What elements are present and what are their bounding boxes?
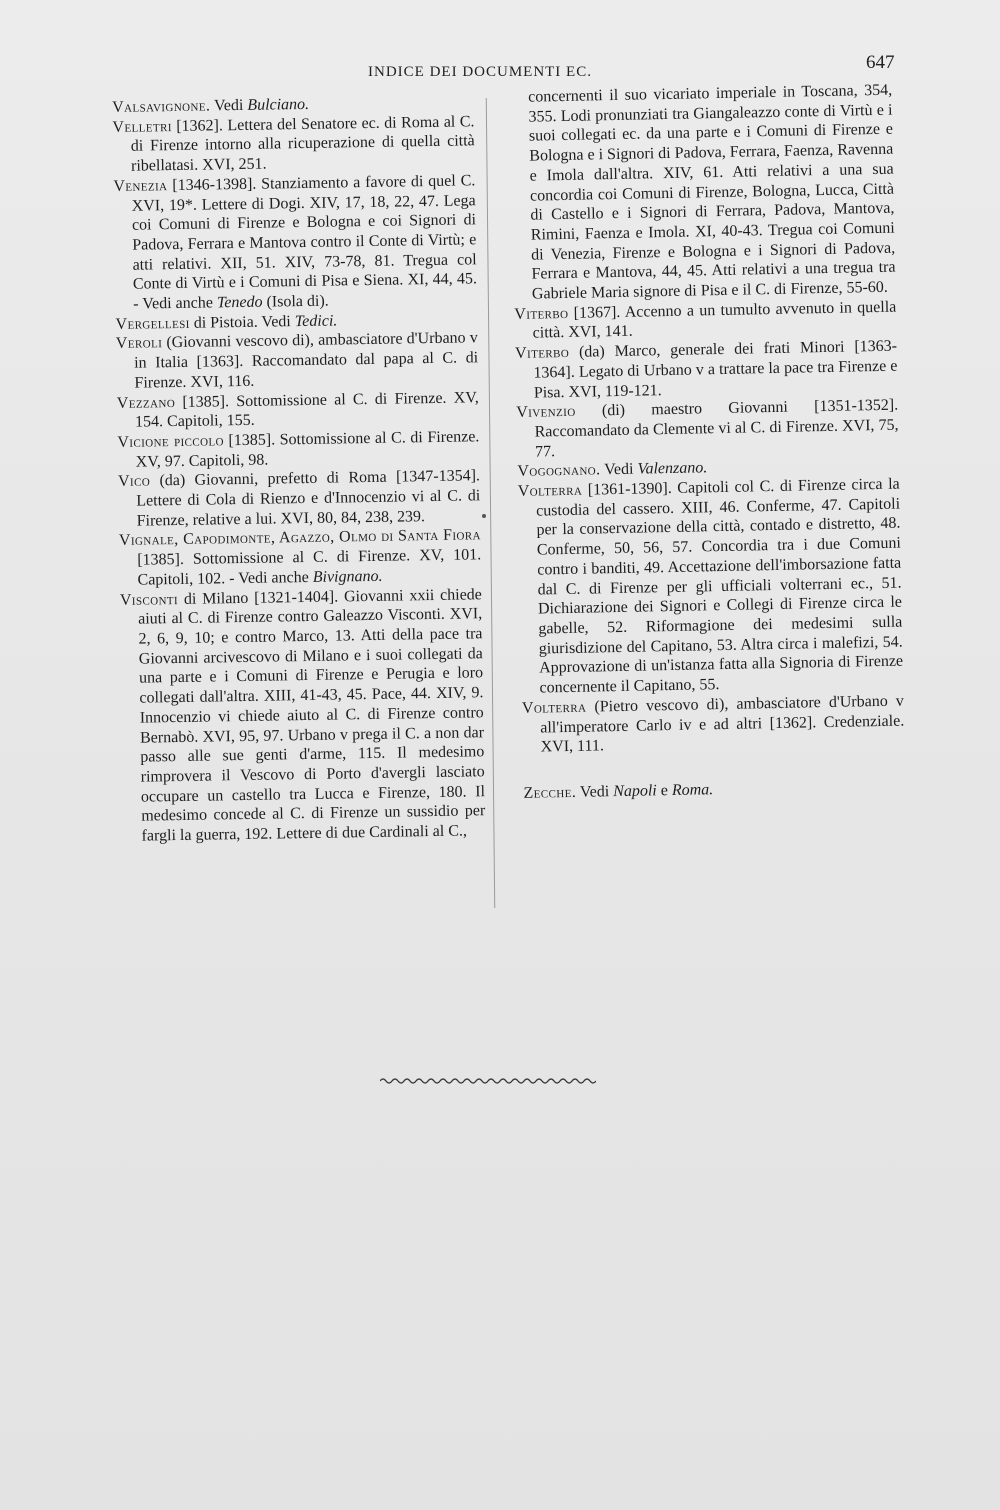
entry-text: (di) maestro Giovanni [1351-1352]. Raccomandato da Clemente vi al C. di Firenze. XVI, 75, 77. (534, 396, 899, 461)
index-entry (515, 337, 898, 403)
left-column (112, 92, 486, 846)
entry-headword: Valsavignone. (112, 97, 211, 116)
page-number: 647 (866, 52, 895, 73)
index-entry (118, 467, 481, 532)
entry-headword: Zecche. (523, 783, 577, 802)
entry-headword: Venezia (113, 176, 168, 195)
entry-headword: Vezzano (116, 393, 176, 412)
right-column (510, 81, 906, 804)
entry-cross-reference: Tedici. (294, 312, 338, 330)
running-title: INDICE DEI DOCUMENTI EC. (368, 64, 592, 80)
wavy-tailpiece-ornament (380, 1076, 596, 1086)
entry-text: [1361-1390]. Capitoli col C. di Firenze circa la custodia del cassero. XIII, 46. Conferme, 47. Capitoli per la conservazione della città, contado e distretto, 48. Conferme, 50, 56, 57. Concordia tra i due Comuni contro i banditi, 49. Accettazione dell'imborsazione fatta dal C. di Firenze per gli ufficiali volterrani ec., 51. Dichiarazione dei Signori e Collegi di Firenze circa le gabelle, 52. Riformagione dei medesimi sulla giurisdizione del Capitano, 53. Altra circa i malefizi, 54. Approvazione di un'istanza fatta alla Signoria di Firenze concernente il Capitano, 55. (535, 475, 904, 697)
printer-mark (482, 514, 486, 518)
entry-headword: Visconti (119, 590, 179, 609)
entry-text: concernenti il suo vicariato imperiale in Toscana, 354, 355. Lodi pronunziati tra Giangaleazzo conte di Virtù e i suoi collegati ec. da una parte e i Comuni di Firenze e Bologna e i Signori di Padova, Ferrara, Faenza, Ravenna e Imola dall'altra. XIV, 61. Atti relativi a una sua concordia coi Comuni di Firenze, Bologna, Lucca, Città di Castello e i Signori di Ferrara, Padova, Mantova, Rimini, Faenza e Imola. XI, 40-43. Tregua coi Comuni di Venezia, Firenze e Bologna e i Signori di Padova, Ferrara e Mantova, 44, 45. Atti relativi a una tregua tra Gabriele Maria signore di Pisa e il C. di Firenze, 55-60. (528, 81, 896, 303)
entry-headword: Vivenzio (516, 403, 576, 422)
entry-text-tail: (Isola di). (262, 292, 329, 311)
entry-text: Vedi (600, 460, 638, 479)
index-entry-continuation (510, 81, 896, 305)
entry-headword: Veroli (115, 334, 163, 353)
index-entry (113, 171, 477, 315)
entry-text: (Pietro vescovo di), ambasciatore d'Urbano v all'imperatore Carlo iv e ad altri [1362]. Credenziale. XVI, 111. (540, 692, 905, 756)
entry-headword: Volterra (517, 481, 583, 500)
column-divider (486, 98, 495, 908)
entry-headword: Volterra (521, 698, 587, 717)
entry-text: di Pistoia. Vedi (189, 312, 295, 332)
index-entry (116, 329, 479, 394)
entry-cross-reference: Bivignano. (312, 567, 383, 586)
entry-text: di Milano [1321-1404]. Giovanni xxii chiede aiuti al C. di Firenze contro Galeazzo Visconti. XVI, 2, 6, 9, 10; e contro Marco, 13. Atti della pace tra Giovanni arcivescovo di Milano e i suoi collegati da una parte e i Comuni di Firenze e Perugia e loro collegati dall'altra. XIII, 41-43, 45. Pace, 44. XIV, 9. Innocenzio vi chiede aiuto al C. di Firenze contro Bernabò. XVI, 95, 97. Urbano v prega il C. a non dar passo alle sue genti d'arme, 115. Il medesimo rimprovera il Vescovo di Porto d'avergli lasciato occupare un castello tra Lucca e Firenze, 180. Il medesimo concede al C. di Firenze un sussidio per fargli la guerra, 192. Lettere di due Cardinali al C., (138, 585, 486, 845)
index-entry (112, 112, 475, 177)
entry-text: [1385]. Sottomissione al C. di Firenze. XV, 97. Capitoli, 98. (135, 428, 480, 471)
entry-headword: Velletri (112, 117, 172, 136)
entry-headword: Vicione piccolo (117, 432, 225, 451)
entry-headword: Viterbo (514, 344, 570, 363)
entry-cross-reference: Valenzano. (637, 459, 708, 478)
entry-text: [1367]. Accenno a un tumulto avvenuto in quella città. XVI, 141. (532, 298, 897, 343)
entry-cross-reference: Tenedo (216, 293, 263, 312)
entry-headword: Vico (117, 472, 151, 491)
entry-text: [1385]. Sottomissione al C. di Firenze. XV, 101. Capitoli, 102. - Vedi anche (137, 546, 482, 589)
entry-text: (Giovanni vescovo di), ambasciatore d'Urbano v in Italia [1363]. Raccomandato dal papa al C. di Firenze. XVI, 116. (134, 329, 479, 392)
entry-text: [1362]. Lettera del Senatore ec. di Roma al C. di Firenze intorno alla ricuperazione di quella città ribellatasi. XVI, 251. (130, 113, 475, 175)
entry-cross-reference-2: Roma. (671, 781, 714, 799)
index-entry (518, 475, 904, 699)
entry-text: Vedi (576, 783, 614, 801)
entry-text: [1346-1398]. Stanziamento a favore di quel C. XVI, 19*. Lettere di Dogi. XIV, 17, 18, 22, 47. Lega coi Comuni di Firenze e Bologna e coi Signori di Padova, Ferrara e Mantova contro il Conte di Virtù; e atti relativi. XII, 51. XIV, 73-78, 81. Tregua col Conte di Virtù e i Comuni di Pisa e Siena. XI, 44, 45. - Vedi anche (131, 172, 478, 313)
entry-headword: Vignale, Capodimonte, Agazzo, Olmo di Santa Fiora (118, 526, 482, 550)
entry-text: Vedi (210, 96, 248, 115)
entry-text-tail: e (656, 781, 673, 800)
entry-cross-reference: Bulciano. (247, 95, 310, 114)
index-entry (117, 388, 480, 433)
entry-text: (da) Giovanni, prefetto di Roma [1347-1354]. Lettere di Cola di Rienzo e d'Innocenzio vi al C. di Firenze, relative a lui. XVI, 80, 84, 238, 239. (136, 467, 481, 530)
entry-headword: Vogognano. (517, 461, 601, 481)
index-entry (516, 396, 899, 462)
index-entry (117, 427, 480, 472)
entry-text: [1385]. Sottomissione al C. di Firenze. XV, 154. Capitoli, 155. (134, 388, 479, 431)
index-entry (522, 691, 905, 757)
entry-headword: Vergellesi (115, 314, 190, 333)
index-entry (119, 526, 482, 591)
entry-cross-reference: Napoli (613, 782, 657, 801)
index-entry (120, 585, 486, 847)
entry-headword: Viterbo (514, 304, 569, 323)
entry-text: (da) Marco, generale dei frati Minori [1363-1364]. Legato di Urbano v a trattare la pace tra Firenze e Pisa. XVI, 119-121. (533, 337, 898, 402)
